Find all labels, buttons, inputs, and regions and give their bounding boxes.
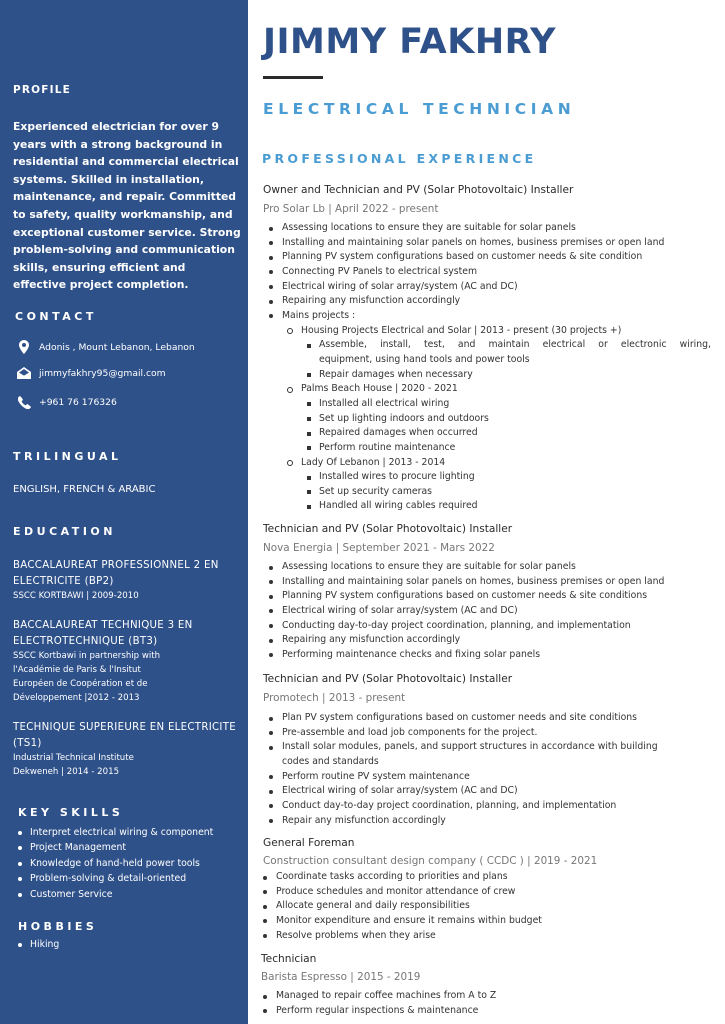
hobbies-heading: HOBBIES — [18, 920, 98, 933]
education-item — [13, 618, 241, 705]
education-detail: l'Académie de Paris & l'Insitut — [13, 665, 141, 675]
project-task-text: equipment, using hand tools and power tools — [319, 353, 530, 365]
education-detail: Dekweneh | 2014 - 2015 — [13, 767, 120, 777]
education-detail: Développement |2012 - 2013 — [13, 693, 140, 703]
job-bullet: Repairing any misfunction accordingly — [263, 633, 711, 648]
job-company: Promotech | 2013 - present — [263, 692, 406, 704]
job-bullets — [257, 989, 707, 1018]
job-bullet: Electrical wiring of solar array/system (AC and DC) — [263, 604, 711, 619]
skill-item: Project Management — [13, 840, 241, 855]
email-text[interactable]: jimmyfakhry95@gmail.com — [39, 367, 166, 379]
job-bullet: Repairing any misfunction accordingly — [263, 294, 711, 309]
job-bullets — [263, 560, 711, 663]
job-company: Construction consultant design company ( CCDC ) | 2019 - 2021 — [263, 855, 598, 867]
education-title: BACCALAUREAT TECHNIQUE 3 EN ELECTROTECHNIQUE (BT3) — [13, 620, 193, 647]
envelope-icon — [13, 366, 35, 380]
skills-list — [13, 825, 241, 902]
job-bullet: Install solar modules, panels, and support structures in accordance with building — [263, 740, 711, 755]
skill-item: Problem-solving & detail-oriented — [13, 871, 241, 886]
job-bullet: Managed to repair coffee machines from A to Z — [257, 989, 707, 1004]
job-bullet: Produce schedules and monitor attendance of crew — [257, 885, 707, 900]
project-name: Housing Projects Electrical and Solar | 2013 - present (30 projects +) — [263, 324, 711, 339]
job-bullet: Plan PV system configurations based on customer needs and site conditions — [263, 711, 711, 726]
job-bullet: Assessing locations to ensure they are suitable for solar panels — [263, 221, 711, 236]
job-bullet: Monitor expenditure and ensure it remains within budget — [257, 914, 707, 929]
languages-heading: TRILINGUAL — [13, 450, 122, 463]
project-task: Perform routine maintenance — [263, 441, 711, 456]
education-title: BACCALAUREAT PROFESSIONNEL 2 EN ELECTRICITE (BP2) — [13, 560, 219, 587]
job-bullet: Connecting PV Panels to electrical system — [263, 265, 711, 280]
contact-address — [13, 339, 195, 355]
job-bullet: Mains projects : — [263, 309, 711, 324]
project-task: Installed all electrical wiring — [263, 397, 711, 412]
skill-item: Knowledge of hand-held power tools — [13, 856, 241, 871]
education-detail: SSCC Kortbawi in partnership with — [13, 651, 161, 661]
phone-icon — [13, 395, 35, 409]
job-bullet: Performing maintenance checks and fixing solar panels — [263, 648, 711, 663]
sidebar — [0, 0, 248, 1024]
job-bullet: Electrical wiring of solar array/system (AC and DC) — [263, 784, 711, 799]
job-bullets — [263, 711, 711, 828]
job-bullet: Installing and maintaining solar panels on homes, business premises or open land — [263, 236, 711, 251]
skills-heading: KEY SKILLS — [18, 806, 124, 819]
address-text: Adonis , Mount Lebanon, Lebanon — [39, 341, 195, 353]
job-bullet: Allocate general and daily responsibilities — [257, 899, 707, 914]
job-bullet: Resolve problems when they arise — [257, 929, 707, 944]
job-title-line: General Foreman — [263, 837, 355, 849]
contact-email[interactable] — [13, 365, 166, 381]
project-task: Repaired damages when occurred — [263, 426, 711, 441]
job-bullets — [263, 221, 711, 514]
project-task: Assemble, install, test, and maintain electrical or electronic wiring, — [263, 338, 711, 353]
phone-text[interactable]: +961 76 176326 — [39, 396, 117, 408]
job-bullet: Assessing locations to ensure they are suitable for solar panels — [263, 560, 711, 575]
job-title: ELECTRICAL TECHNICIAN — [263, 100, 576, 118]
title-divider — [263, 76, 323, 79]
job-bullet: Perform routine PV system maintenance — [263, 770, 711, 785]
project-task: Handled all wiring cables required — [263, 499, 711, 514]
job-bullets — [257, 870, 707, 943]
job-bullet: Pre-assemble and load job components for the project. — [263, 726, 711, 741]
job-bullet: Installing and maintaining solar panels on homes, business premises or open land — [263, 575, 711, 590]
job-bullet: Perform regular inspections & maintenance — [257, 1004, 707, 1019]
job-bullet: Planning PV system configurations based on customer needs & site condition — [263, 250, 711, 265]
contact-heading: CONTACT — [15, 310, 97, 323]
job-bullet: Planning PV system configurations based on customer needs & site conditions — [263, 589, 711, 604]
job-title-line: Technician and PV (Solar Photovoltaic) Installer — [263, 673, 513, 685]
job-bullet: Conducting day-to-day project coordination, planning, and implementation — [263, 619, 711, 634]
job-company: Nova Energia | September 2021 - Mars 2022 — [263, 542, 495, 554]
location-pin-icon — [13, 340, 35, 354]
job-company: Barista Espresso | 2015 - 2019 — [261, 971, 421, 983]
education-item — [13, 558, 241, 603]
education-detail: Européen de Coopération et de — [13, 679, 148, 689]
profile-heading: PROFILE — [13, 84, 72, 96]
profile-text: Experienced electrician for over 9 years with a strong background in residential and commercial electrical systems. Skilled in installation, maintenance, and repair. Committed to safety, quality workmanship, and exceptional customer service. Strong problem-solving and communication skills, ensuring efficient and effective project completion. — [13, 120, 241, 292]
education-detail: SSCC KORTBAWI | 2009-2010 — [13, 591, 139, 601]
job-bullet: Repair any misfunction accordingly — [263, 814, 711, 829]
education-title: TECHNIQUE SUPERIEURE EN ELECTRICITE (TS1) — [13, 722, 236, 749]
hobby-item: Hiking — [13, 937, 241, 952]
job-bullet-text: codes and standards — [282, 755, 379, 767]
job-bullet: Electrical wiring of solar array/system (AC and DC) — [263, 280, 711, 295]
project-name: Palms Beach House | 2020 - 2021 — [263, 382, 711, 397]
project-task: Installed wires to procure lighting — [263, 470, 711, 485]
job-company: Pro Solar Lb | April 2022 - present — [263, 203, 439, 215]
project-task: Set up lighting indoors and outdoors — [263, 412, 711, 427]
job-title-line: Owner and Technician and PV (Solar Photovoltaic) Installer — [263, 184, 574, 196]
skill-item: Customer Service — [13, 887, 241, 902]
education-detail: Industrial Technical Institute — [13, 753, 134, 763]
project-task: Repair damages when necessary — [263, 368, 711, 383]
project-task: Set up security cameras — [263, 485, 711, 500]
project-task-continued — [263, 353, 711, 368]
job-bullet-continued — [263, 755, 711, 770]
education-heading: EDUCATION — [13, 525, 116, 538]
contact-phone[interactable] — [13, 394, 117, 410]
job-title-line: Technician and PV (Solar Photovoltaic) Installer — [263, 523, 513, 535]
languages-text: ENGLISH, FRENCH & ARABIC — [13, 484, 156, 495]
hobbies-list — [13, 937, 241, 952]
skill-item: Interpret electrical wiring & component — [13, 825, 241, 840]
candidate-name: JIMMY FAKHRY — [263, 22, 557, 62]
job-bullet: Coordinate tasks according to priorities and plans — [257, 870, 707, 885]
project-name: Lady Of Lebanon | 2013 - 2014 — [263, 456, 711, 471]
experience-heading: PROFESSIONAL EXPERIENCE — [262, 151, 537, 166]
education-item — [13, 720, 241, 779]
job-bullet: Conduct day-to-day project coordination, planning, and implementation — [263, 799, 711, 814]
job-title-line: Technician — [261, 953, 317, 965]
